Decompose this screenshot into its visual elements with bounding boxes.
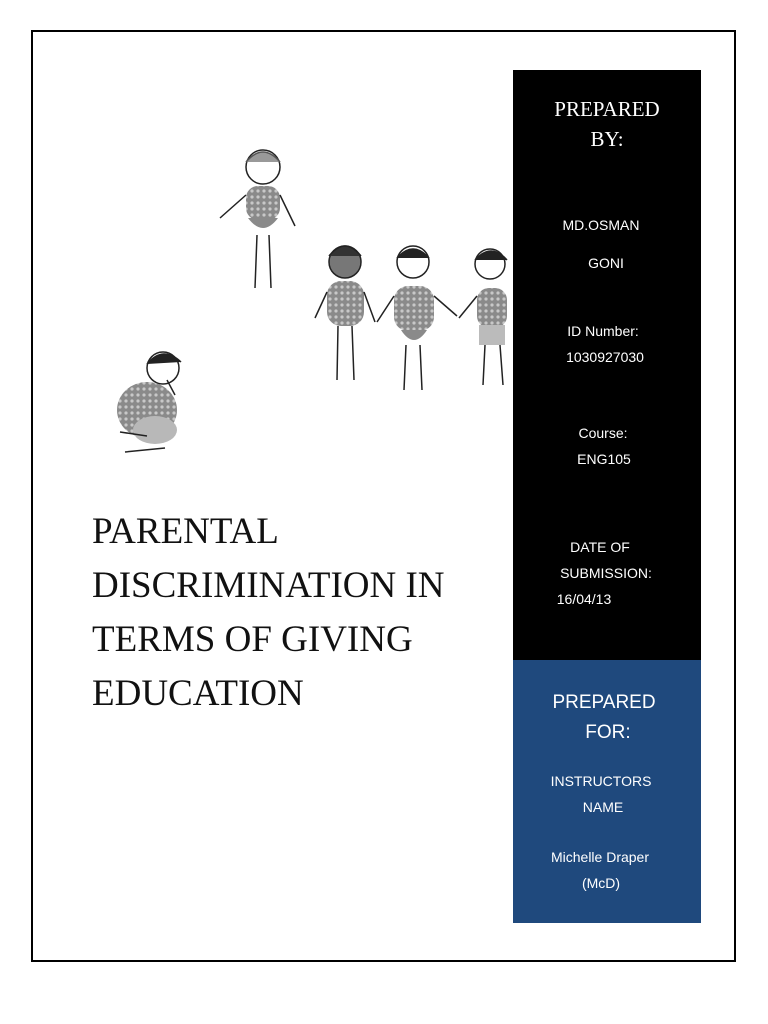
prepared-for-heading [513,688,701,748]
date-value: 16/04/13 [556,591,612,607]
title-line: EDUCATION [92,673,304,714]
date-label: DATE OF [570,539,630,555]
heading-line: BY: [590,127,624,151]
heading-line: PREPARED [554,97,660,121]
date-label: SUBMISSION: [560,565,652,581]
heading-line: PREPARED [552,692,656,713]
instructor-label [513,768,701,820]
prepared-for-panel [513,660,701,923]
title-line: TERMS OF GIVING [92,619,413,660]
course [513,420,701,472]
standing-child-figure [220,150,295,288]
course-value: ENG105 [577,451,631,467]
author-name [513,206,701,282]
crying-child-figure [117,352,181,452]
prepared-by-heading [513,94,701,154]
heading-line: FOR: [585,722,631,743]
title-line: DISCRIMINATION IN [92,565,445,606]
three-children-figure [315,246,507,390]
id-number [513,318,701,370]
id-label: ID Number: [567,323,639,339]
submission-date [513,534,701,612]
instructor-name-line: (McD) [581,875,621,891]
title-line: PARENTAL [92,511,279,552]
author-name-line: GONI [588,255,624,271]
course-label: Course: [578,425,628,441]
children-illustration [105,140,510,460]
prepared-by-panel [513,70,701,660]
instructor-name [513,844,701,896]
instructor-name-line: Michelle Draper [550,849,650,865]
document-title [92,505,502,721]
author-name-line: MD.OSMAN [562,217,640,233]
instructor-label-line: NAME [582,799,624,815]
instructor-label-line: INSTRUCTORS [550,773,652,789]
id-value: 1030927030 [566,349,644,365]
